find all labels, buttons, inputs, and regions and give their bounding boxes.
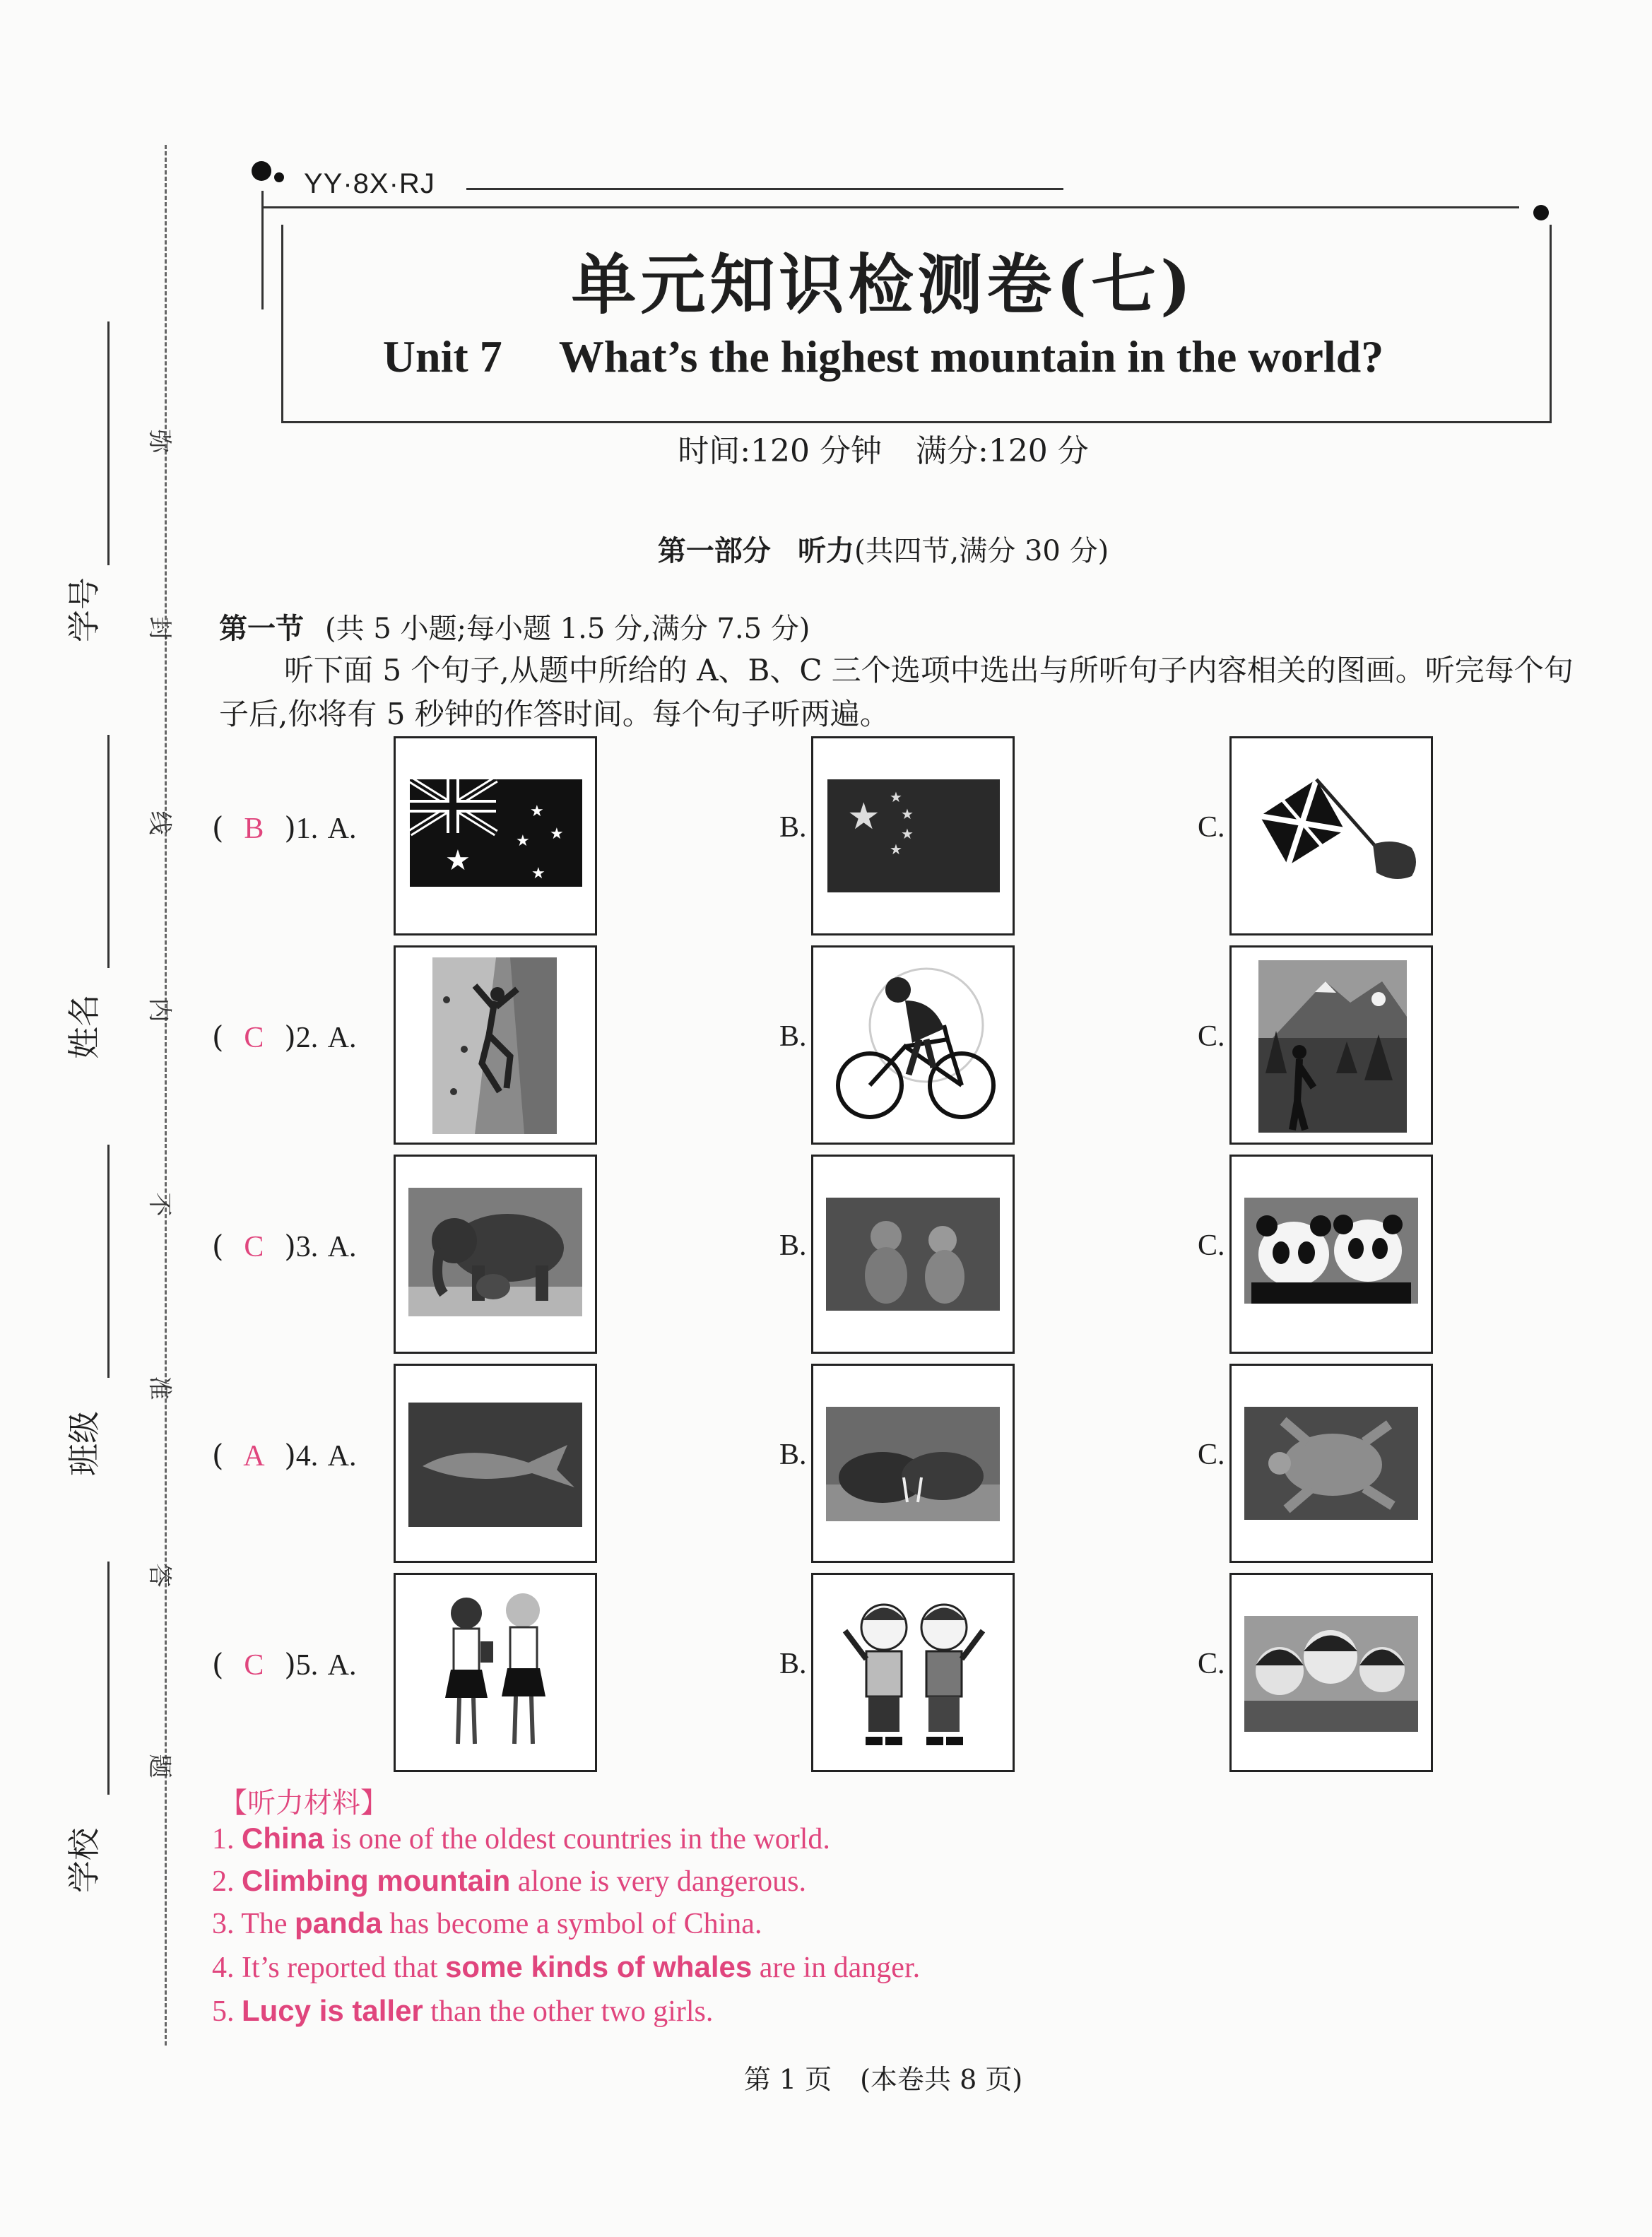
- binding-line: [107, 1145, 110, 1378]
- svg-text:★: ★: [901, 805, 914, 822]
- header-rule: [261, 206, 1519, 208]
- material-number: 5.: [212, 1995, 235, 2028]
- picture-option-a[interactable]: [394, 945, 597, 1145]
- walruses-icon: [826, 1407, 1000, 1521]
- question-number: 1.: [295, 813, 319, 845]
- material-number: 3.: [212, 1908, 235, 1940]
- page-title: 单元知识检测卷(七): [571, 247, 1196, 323]
- binding-line: [107, 1562, 110, 1795]
- question-number: 3.: [295, 1231, 319, 1263]
- question-row: [212, 945, 1484, 1143]
- waving-flag-icon: [1239, 774, 1424, 908]
- binding-line: [107, 321, 110, 565]
- question-row: [212, 736, 1484, 934]
- material-text: alone is very dangerous.: [510, 1865, 807, 1898]
- option-label: C.: [1198, 1020, 1225, 1053]
- cyclist-icon: [827, 962, 1000, 1131]
- option-label: B.: [779, 1229, 807, 1262]
- section-detail: (共 5 小题;每小题 1.5 分,满分 7.5 分): [325, 613, 810, 645]
- material-number: 1.: [212, 1823, 235, 1855]
- section-name: 第一节: [219, 612, 304, 645]
- elephants-icon: [408, 1188, 582, 1316]
- header-rule: [466, 188, 1063, 190]
- seal-char: 封: [145, 616, 174, 641]
- answer-letter: C: [244, 1231, 264, 1263]
- svg-text:★: ★: [531, 865, 545, 883]
- option-label: A.: [327, 1440, 357, 1472]
- option-label: C.: [1198, 1229, 1225, 1262]
- monkeys-icon: [826, 1198, 1000, 1311]
- material-keyword: some kinds of whales: [445, 1950, 753, 1983]
- svg-text:★: ★: [890, 841, 902, 858]
- school-label: 学校: [65, 1828, 103, 1893]
- option-label: C.: [1198, 1439, 1225, 1471]
- material-text: than the other two girls.: [423, 1995, 714, 2028]
- answer-blank: ( C )5. A.: [212, 1647, 357, 1682]
- option-label: C.: [1198, 1648, 1225, 1680]
- seal-char: 弥: [145, 429, 174, 454]
- material-keyword: China: [242, 1822, 324, 1855]
- option-label: A.: [327, 1649, 357, 1682]
- seal-char: 准: [145, 1376, 174, 1400]
- question-row: [212, 1573, 1484, 1771]
- name-label: 姓名: [65, 994, 103, 1059]
- svg-text:★: ★: [890, 789, 902, 805]
- unit-title: [283, 331, 1484, 383]
- question-number: 2.: [295, 1022, 319, 1054]
- material-text: are in danger.: [752, 1952, 921, 1984]
- material-line: [212, 1994, 713, 2029]
- exam-time: 时间:120 分钟: [678, 433, 882, 469]
- option-label: A.: [327, 1231, 357, 1263]
- picture-option-b[interactable]: [811, 736, 1015, 935]
- question-row: [212, 1155, 1484, 1352]
- material-text: has become a symbol of China.: [382, 1908, 762, 1940]
- header-rule: [261, 191, 264, 309]
- picture-option-a[interactable]: [394, 1573, 597, 1772]
- option-label: C.: [1198, 811, 1225, 844]
- material-keyword: Lucy is taller: [242, 1994, 423, 2027]
- question-number: 5.: [295, 1649, 319, 1682]
- material-keyword: panda: [295, 1906, 382, 1940]
- picture-option-c[interactable]: [1229, 1364, 1433, 1563]
- option-label: A.: [327, 1022, 357, 1054]
- material-number: 2.: [212, 1865, 235, 1898]
- seal-char: 答: [145, 1563, 174, 1588]
- page-footer: [283, 2058, 1484, 2096]
- question-number: 4.: [295, 1440, 319, 1472]
- materials-heading: 【听力材料】: [219, 1787, 389, 1819]
- binding-line: [107, 735, 110, 968]
- option-label: A.: [327, 813, 357, 845]
- page-number: 第 1 页: [743, 2064, 832, 2095]
- sea-turtle-icon: [1244, 1407, 1418, 1520]
- option-label: B.: [779, 1648, 807, 1680]
- unit-question: What’s the highest mountain in the world?: [558, 331, 1384, 382]
- svg-text:★: ★: [550, 825, 564, 843]
- answer-letter: C: [244, 1649, 264, 1682]
- material-line: [212, 1822, 830, 1856]
- part-heading: [283, 529, 1484, 569]
- picture-option-b[interactable]: [811, 945, 1015, 1145]
- picture-option-a[interactable]: [394, 736, 597, 935]
- answer-blank: ( C )3. A.: [212, 1229, 357, 1263]
- option-label: B.: [779, 811, 807, 844]
- seal-char: 题: [145, 1754, 174, 1778]
- rock-climber-icon: [432, 957, 557, 1134]
- material-text: It’s reported that: [242, 1952, 446, 1984]
- part-name: 第一部分: [657, 534, 771, 567]
- picture-option-b[interactable]: [811, 1155, 1015, 1354]
- option-label: B.: [779, 1439, 807, 1471]
- whale-icon: [408, 1403, 582, 1527]
- svg-text:★: ★: [516, 832, 530, 850]
- svg-text:★: ★: [847, 796, 880, 838]
- pandas-icon: [1244, 1198, 1418, 1304]
- answer-letter: B: [244, 813, 264, 845]
- picture-option-c[interactable]: [1229, 1155, 1433, 1354]
- material-line: [212, 1864, 806, 1899]
- picture-option-a[interactable]: [394, 1364, 597, 1563]
- china-flag-icon: [827, 779, 1000, 892]
- australia-flag-icon: [410, 779, 582, 887]
- header-dot: [252, 161, 271, 181]
- material-keyword: Climbing mountain: [242, 1864, 511, 1897]
- answer-letter: C: [244, 1022, 264, 1054]
- class-label: 班级: [65, 1411, 103, 1476]
- seal-char: 内: [145, 998, 174, 1022]
- part-detail: (共四节,满分 30 分): [854, 535, 1109, 567]
- student-id-label: 学号: [65, 577, 103, 642]
- seal-char: 线: [145, 810, 174, 835]
- material-line: [212, 1950, 920, 1985]
- answer-blank: ( B )1. A.: [212, 810, 357, 845]
- svg-text:★: ★: [445, 844, 471, 877]
- picture-option-c[interactable]: [1229, 736, 1433, 935]
- page-total: (本卷共 8 页): [860, 2064, 1023, 2095]
- section-instruction: 听下面 5 个句子,从题中所给的 A、B、C 三个选项中选出与所听句子内容相关的图画。听完每个句子后,你将有 5 秒钟的作答时间。每个句子听两遍。: [219, 653, 1574, 731]
- section-heading: [219, 606, 810, 647]
- picture-option-b[interactable]: [811, 1573, 1015, 1772]
- unit-number: Unit 7: [382, 331, 502, 382]
- svg-text:★: ★: [530, 803, 544, 820]
- material-line: [212, 1906, 762, 1941]
- answer-letter: A: [243, 1440, 265, 1472]
- three-girls-photo-icon: [1244, 1616, 1418, 1732]
- material-text: The: [241, 1908, 295, 1940]
- picture-option-c[interactable]: [1229, 945, 1433, 1145]
- option-label: B.: [779, 1020, 807, 1053]
- svg-text:★: ★: [901, 825, 914, 842]
- two-boys-icon: [834, 1592, 994, 1753]
- material-text: is one of the oldest countries in the world.: [324, 1823, 830, 1855]
- mountain-hiker-icon: [1258, 960, 1407, 1133]
- exam-score: 满分:120 分: [916, 433, 1089, 469]
- header-dot: [274, 172, 284, 182]
- book-code: YY·8X·RJ: [304, 168, 435, 199]
- question-row: [212, 1364, 1484, 1562]
- exam-meta: [283, 425, 1484, 471]
- two-schoolgirls-icon: [424, 1585, 565, 1759]
- answer-blank: ( A )4. A.: [212, 1438, 357, 1472]
- picture-option-a[interactable]: [394, 1155, 597, 1354]
- answer-blank: ( C )2. A.: [212, 1020, 357, 1054]
- header-dot: [1533, 205, 1549, 220]
- picture-option-b[interactable]: [811, 1364, 1015, 1563]
- seal-char: 不: [145, 1192, 174, 1217]
- part-title: 听力: [797, 534, 854, 567]
- material-number: 4.: [212, 1952, 235, 1984]
- picture-option-c[interactable]: [1229, 1573, 1433, 1772]
